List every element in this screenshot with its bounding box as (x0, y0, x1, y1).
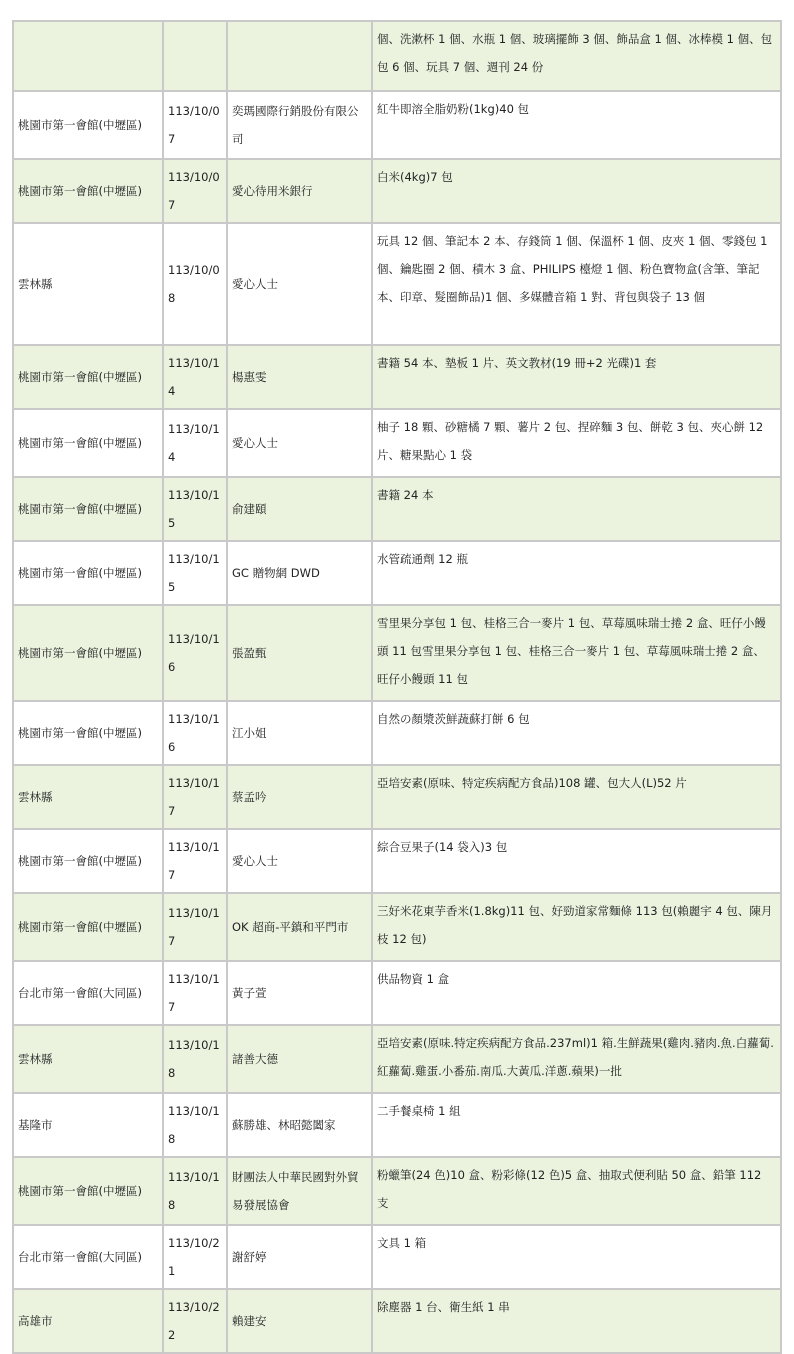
cell-items: 亞培安素(原味.特定疾病配方食品.237ml)1 箱.生鮮蔬果(雞肉.豬肉.魚.白蘿蔔.紅蘿蔔.雞蛋.小番茄.南瓜.大黃瓜.洋蔥.蘋果)一批 (372, 1025, 781, 1093)
cell-items: 玩具 12 個、筆記本 2 本、存錢筒 1 個、保溫杯 1 個、皮夾 1 個、零錢包 1 個、鑰匙圈 2 個、積木 3 盒、PHILIPS 檯燈 1 個、粉色寶物盒(含筆、筆記本、印章、髮圈飾品)1 個、多媒體音箱 1 對、背包與袋子 13 個 (372, 223, 781, 345)
cell-location: 桃園市第一會館(中壢區) (13, 159, 163, 223)
cell-date: 113/10/17 (163, 829, 227, 893)
donation-row (13, 409, 781, 477)
donation-row (13, 1289, 781, 1353)
cell-location: 台北市第一會館(大同區) (13, 1225, 163, 1289)
cell-items: 二手餐桌椅 1 組 (372, 1093, 781, 1157)
cell-donor: 愛心人士 (227, 409, 372, 477)
cell-donor (227, 21, 372, 91)
cell-items: 紅牛即溶全脂奶粉(1kg)40 包 (372, 91, 781, 159)
cell-donor: 奕瑪國際行銷股份有限公司 (227, 91, 372, 159)
cell-items: 供品物資 1 盒 (372, 961, 781, 1025)
cell-location: 桃園市第一會館(中壢區) (13, 829, 163, 893)
cell-items: 書籍 24 本 (372, 477, 781, 541)
cell-location: 桃園市第一會館(中壢區) (13, 409, 163, 477)
cell-items: 雪里果分享包 1 包、桂格三合一麥片 1 包、草莓風味瑞士捲 2 盒、旺仔小饅頭 11 包雪里果分享包 1 包、桂格三合一麥片 1 包、草莓風味瑞士捲 2 盒、旺仔小饅頭 11 包 (372, 605, 781, 701)
cell-donor: 楊惠雯 (227, 345, 372, 409)
donation-row (13, 1093, 781, 1157)
donation-table-body (13, 21, 781, 1353)
cell-donor: 張盈甄 (227, 605, 372, 701)
donation-row (13, 765, 781, 829)
cell-date: 113/10/15 (163, 541, 227, 605)
cell-location: 桃園市第一會館(中壢區) (13, 701, 163, 765)
cell-items: 文具 1 箱 (372, 1225, 781, 1289)
cell-donor: 俞建頤 (227, 477, 372, 541)
cell-donor: 財團法人中華民國對外貿易發展協會 (227, 1157, 372, 1225)
donation-record-sheet (12, 20, 780, 1354)
cell-donor: OK 超商-平鎮和平門市 (227, 893, 372, 961)
cell-location: 雲林縣 (13, 1025, 163, 1093)
cell-donor: 蔡孟吟 (227, 765, 372, 829)
donation-row (13, 829, 781, 893)
cell-items: 除塵器 1 台、衛生紙 1 串 (372, 1289, 781, 1353)
cell-items: 粉蠟筆(24 色)10 盒、粉彩條(12 色)5 盒、抽取式便利貼 50 盒、鉛筆 112 支 (372, 1157, 781, 1225)
donation-row (13, 91, 781, 159)
cell-date: 113/10/14 (163, 345, 227, 409)
cell-donor: 謝舒婷 (227, 1225, 372, 1289)
cell-location: 桃園市第一會館(中壢區) (13, 477, 163, 541)
cell-date: 113/10/17 (163, 893, 227, 961)
donation-row (13, 541, 781, 605)
cell-location: 桃園市第一會館(中壢區) (13, 91, 163, 159)
cell-date: 113/10/16 (163, 605, 227, 701)
cell-date: 113/10/17 (163, 961, 227, 1025)
cell-items: 綜合豆果子(14 袋入)3 包 (372, 829, 781, 893)
cell-date: 113/10/15 (163, 477, 227, 541)
donation-row (13, 1025, 781, 1093)
cell-date: 113/10/07 (163, 159, 227, 223)
cell-donor: 江小姐 (227, 701, 372, 765)
donation-row (13, 21, 781, 91)
cell-donor: GC 贈物網 DWD (227, 541, 372, 605)
cell-location: 桃園市第一會館(中壢區) (13, 1157, 163, 1225)
cell-location (13, 21, 163, 91)
cell-date: 113/10/21 (163, 1225, 227, 1289)
donation-row (13, 1225, 781, 1289)
donation-row (13, 477, 781, 541)
cell-date: 113/10/16 (163, 701, 227, 765)
cell-date: 113/10/18 (163, 1093, 227, 1157)
donation-table (12, 20, 782, 1354)
cell-location: 桃園市第一會館(中壢區) (13, 541, 163, 605)
cell-location: 基隆市 (13, 1093, 163, 1157)
cell-donor: 蘇勝雄、林昭懿闔家 (227, 1093, 372, 1157)
donation-row (13, 605, 781, 701)
cell-date (163, 21, 227, 91)
cell-donor: 愛心人士 (227, 223, 372, 345)
cell-donor: 愛心人士 (227, 829, 372, 893)
cell-items: 書籍 54 本、墊板 1 片、英文教材(19 冊+2 光碟)1 套 (372, 345, 781, 409)
cell-date: 113/10/22 (163, 1289, 227, 1353)
cell-date: 113/10/14 (163, 409, 227, 477)
cell-location: 台北市第一會館(大同區) (13, 961, 163, 1025)
cell-donor: 諸善大德 (227, 1025, 372, 1093)
donation-row (13, 701, 781, 765)
cell-location: 桃園市第一會館(中壢區) (13, 605, 163, 701)
cell-items: 自然の顏漿茨鮮蔬蘇打餅 6 包 (372, 701, 781, 765)
donation-row (13, 345, 781, 409)
cell-date: 113/10/17 (163, 765, 227, 829)
cell-location: 雲林縣 (13, 765, 163, 829)
cell-items: 水管疏通劑 12 瓶 (372, 541, 781, 605)
cell-location: 桃園市第一會館(中壢區) (13, 345, 163, 409)
cell-date: 113/10/07 (163, 91, 227, 159)
cell-date: 113/10/08 (163, 223, 227, 345)
cell-date: 113/10/18 (163, 1025, 227, 1093)
donation-row (13, 893, 781, 961)
cell-items: 個、洗漱杯 1 個、水瓶 1 個、玻璃擺飾 3 個、飾品盒 1 個、冰棒模 1 個、包包 6 個、玩具 7 個、週刊 24 份 (372, 21, 781, 91)
donation-row (13, 159, 781, 223)
cell-items: 柚子 18 顆、砂糖橘 7 顆、薯片 2 包、捏碎麵 3 包、餅乾 3 包、夾心餅 12 片、糖果點心 1 袋 (372, 409, 781, 477)
donation-row (13, 1157, 781, 1225)
cell-items: 三好米花東芋香米(1.8kg)11 包、好勁道家常麵條 113 包(賴麗宇 4 包、陳月枝 12 包) (372, 893, 781, 961)
cell-items: 亞培安素(原味、特定疾病配方食品)108 罐、包大人(L)52 片 (372, 765, 781, 829)
cell-donor: 愛心待用米銀行 (227, 159, 372, 223)
cell-date: 113/10/18 (163, 1157, 227, 1225)
cell-location: 雲林縣 (13, 223, 163, 345)
cell-items: 白米(4kg)7 包 (372, 159, 781, 223)
cell-donor: 黃子萱 (227, 961, 372, 1025)
cell-donor: 賴建安 (227, 1289, 372, 1353)
donation-row (13, 961, 781, 1025)
donation-row (13, 223, 781, 345)
cell-location: 高雄市 (13, 1289, 163, 1353)
cell-location: 桃園市第一會館(中壢區) (13, 893, 163, 961)
